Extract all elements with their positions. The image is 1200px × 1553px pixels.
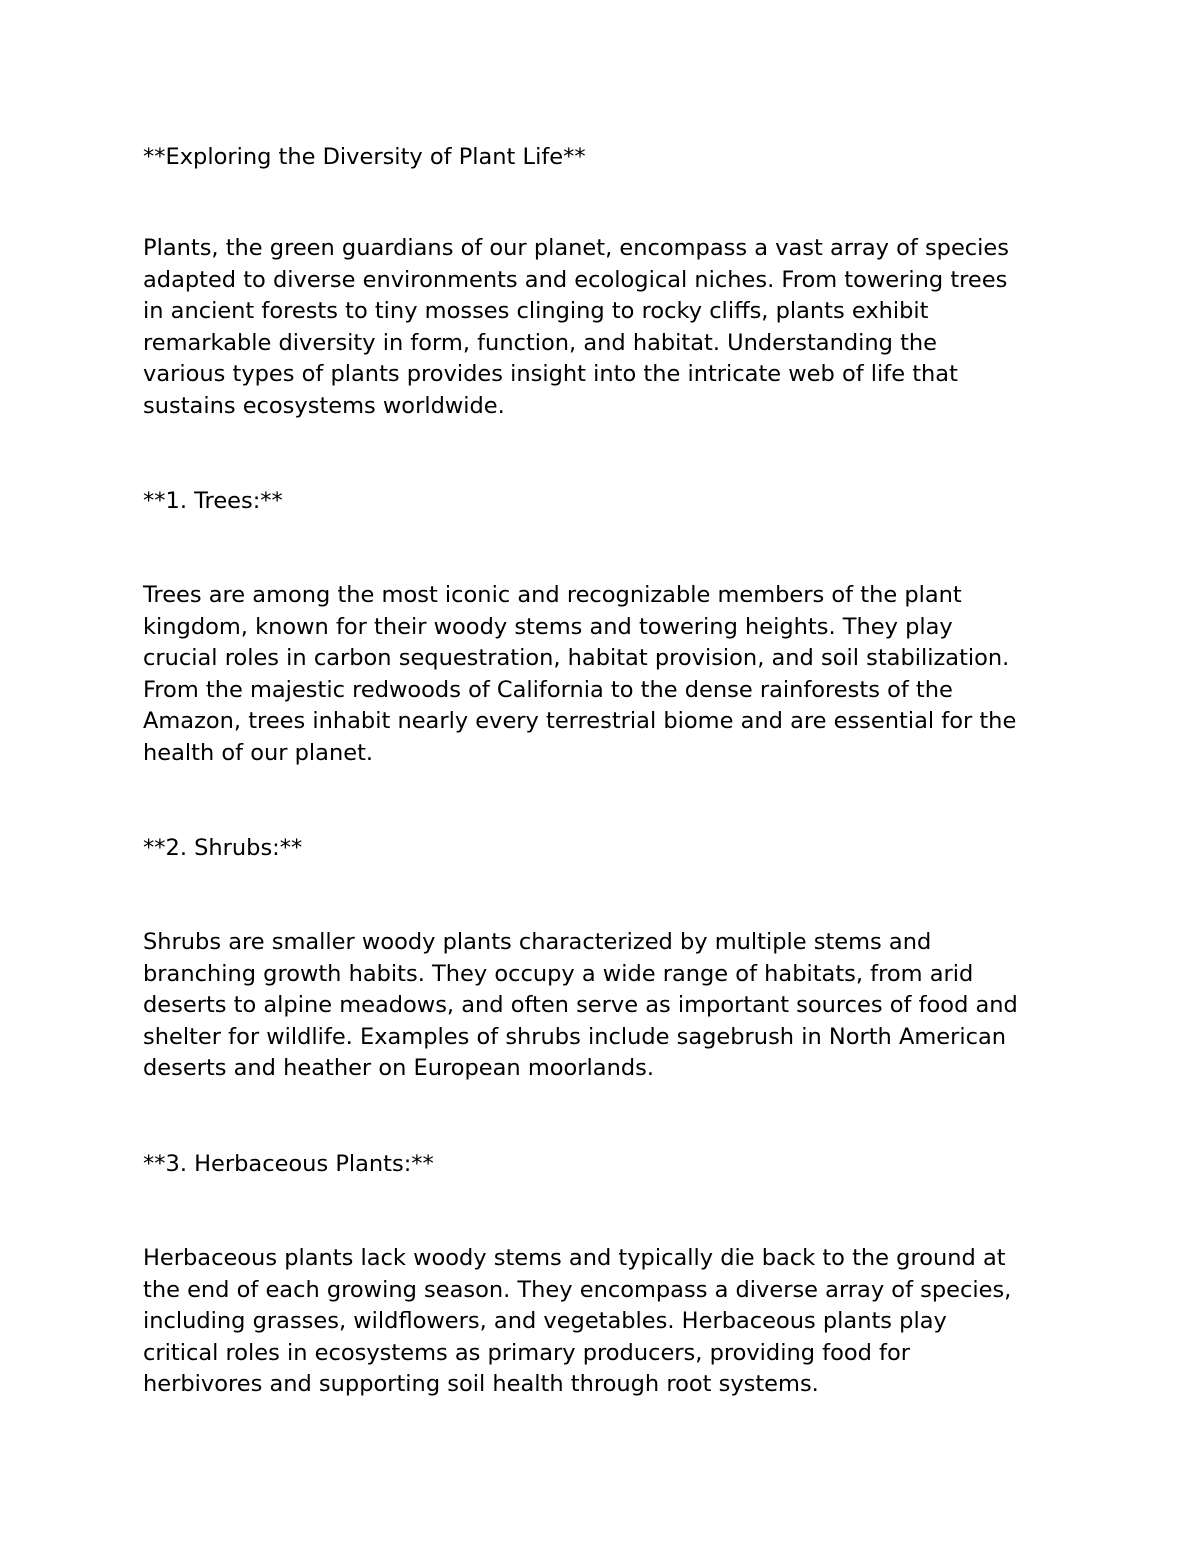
- section-heading-herbaceous-plants: **3. Herbaceous Plants:**: [143, 1151, 434, 1177]
- section-paragraph-herbaceous-plants: Herbaceous plants lack woody stems and typically die back to the ground at the end of each growing season. They encompass a diverse array of species, including grasses, wildflowers, and vegetables. Herbaceous plants play critical roles in ecosystems as primary producers, providing food for herbivores and supporting soil health through root systems.: [143, 1245, 1012, 1397]
- section-paragraph-shrubs: Shrubs are smaller woody plants characterized by multiple stems and branching growth habits. They occupy a wide range of habitats, from arid deserts to alpine meadows, and often serve as important sources of food and shelter for wildlife. Examples of shrubs include sagebrush in North American deserts and heather on European moorlands.: [143, 929, 1018, 1081]
- intro-paragraph: Plants, the green guardians of our planet, encompass a vast array of species adapted to diverse environments and ecological niches. From towering trees in ancient forests to tiny mosses clinging to rocky cliffs, plants exhibit remarkable diversity in form, function, and habitat. Understanding the various types of plants provides insight into the intricate web of life that sustains ecosystems worldwide.: [143, 235, 1009, 419]
- section-heading-trees: **1. Trees:**: [143, 488, 283, 514]
- document-title: **Exploring the Diversity of Plant Life**: [143, 144, 586, 170]
- section-heading-shrubs: **2. Shrubs:**: [143, 835, 303, 861]
- section-paragraph-trees: Trees are among the most iconic and recognizable members of the plant kingdom, known for their woody stems and towering heights. They play crucial roles in carbon sequestration, habitat provision, and soil stabilization. From the majestic redwoods of California to the dense rainforests of the Amazon, trees inhabit nearly every terrestrial biome and are essential for the health of our planet.: [143, 582, 1017, 766]
